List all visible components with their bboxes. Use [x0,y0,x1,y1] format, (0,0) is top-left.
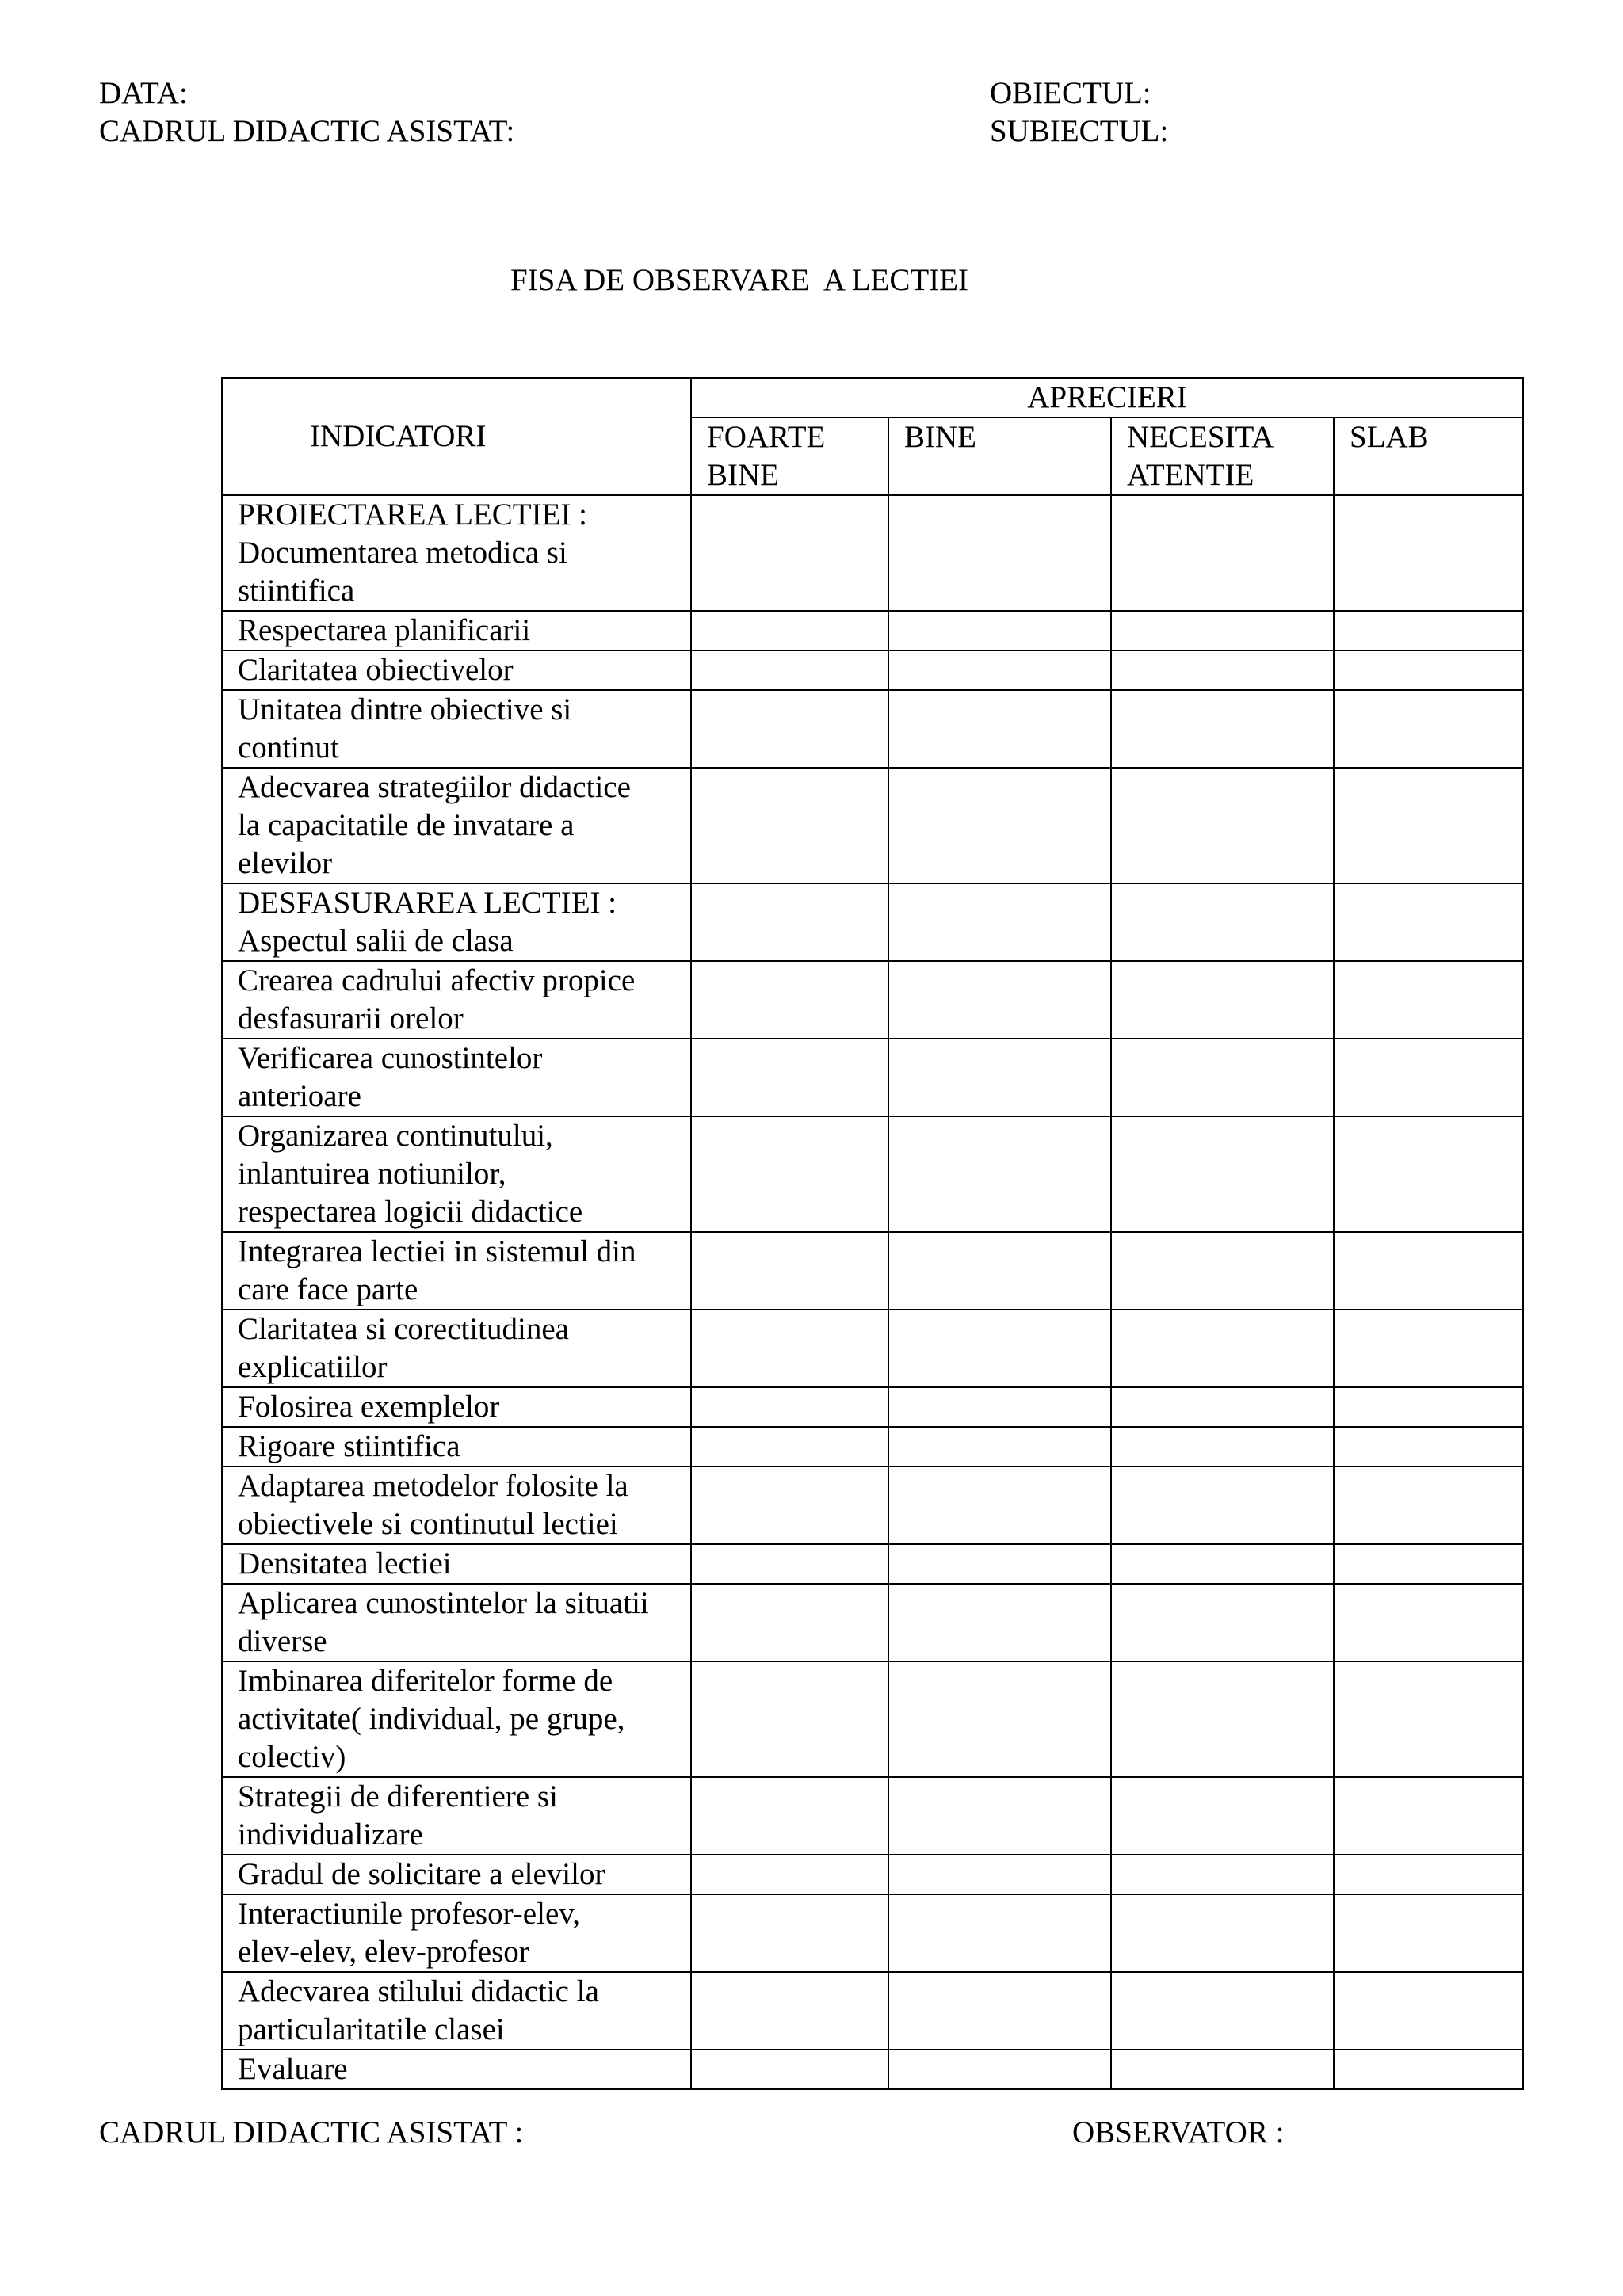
rating-cell-slab[interactable] [1334,1466,1523,1544]
rating-cell-foarte-bine[interactable] [691,1544,888,1584]
column-bine: BINE [888,418,1111,495]
observation-table [221,377,1524,2090]
obiectul-label: OBIECTUL: [990,76,1151,110]
rating-cell-necesita-atentie[interactable] [1111,883,1334,961]
rating-cell-necesita-atentie[interactable] [1111,1855,1334,1894]
rating-cell-bine[interactable] [888,1544,1111,1584]
column-necesita-atentie: NECESITA ATENTIE [1111,418,1334,495]
rating-cell-bine[interactable] [888,2050,1111,2089]
rating-cell-foarte-bine[interactable] [691,768,888,883]
rating-cell-necesita-atentie[interactable] [1111,1661,1334,1777]
table-row [222,1544,1523,1584]
rating-cell-foarte-bine[interactable] [691,1972,888,2050]
rating-cell-bine[interactable] [888,1972,1111,2050]
indicator-cell: PROIECTAREA LECTIEI : Documentarea metodica si stiintifica [222,495,691,611]
rating-cell-necesita-atentie[interactable] [1111,768,1334,883]
rating-cell-bine[interactable] [888,650,1111,690]
indicator-cell: Interactiunile profesor-elev, elev-elev, elev-profesor [222,1894,691,1972]
table-row [222,1232,1523,1310]
rating-cell-slab[interactable] [1334,1972,1523,2050]
indicator-cell: Strategii de diferentiere si individualizare [222,1777,691,1855]
rating-cell-foarte-bine[interactable] [691,883,888,961]
indicator-cell: Unitatea dintre obiective si continut [222,690,691,768]
rating-cell-bine[interactable] [888,883,1111,961]
rating-cell-foarte-bine[interactable] [691,2050,888,2089]
rating-cell-necesita-atentie[interactable] [1111,961,1334,1039]
rating-cell-foarte-bine[interactable] [691,1894,888,1972]
rating-cell-foarte-bine[interactable] [691,1387,888,1427]
rating-cell-bine[interactable] [888,1777,1111,1855]
rating-cell-foarte-bine[interactable] [691,690,888,768]
indicatori-header: INDICATORI [222,378,691,495]
rating-cell-bine[interactable] [888,961,1111,1039]
indicator-cell: Imbinarea diferitelor forme de activitate( individual, pe grupe, colectiv) [222,1661,691,1777]
rating-cell-slab[interactable] [1334,1427,1523,1466]
rating-cell-necesita-atentie[interactable] [1111,1584,1334,1661]
indicator-cell: Organizarea continutului, inlantuirea notiunilor, respectarea logicii didactice [222,1116,691,1232]
table-row [222,2050,1523,2089]
indicator-cell: Gradul de solicitare a elevilor [222,1855,691,1894]
rating-cell-slab[interactable] [1334,883,1523,961]
rating-cell-necesita-atentie[interactable] [1111,1310,1334,1387]
rating-cell-necesita-atentie[interactable] [1111,1039,1334,1116]
table-row [222,1661,1523,1777]
rating-cell-necesita-atentie[interactable] [1111,1232,1334,1310]
indicator-cell: DESFASURAREA LECTIEI : Aspectul salii de clasa [222,883,691,961]
table-row [222,1972,1523,2050]
indicator-cell: Crearea cadrului afectiv propice desfasurarii orelor [222,961,691,1039]
rating-cell-slab[interactable] [1334,650,1523,690]
rating-cell-slab[interactable] [1334,961,1523,1039]
rating-cell-foarte-bine[interactable] [691,650,888,690]
indicator-cell: Adecvarea strategiilor didactice la capacitatile de invatare a elevilor [222,768,691,883]
table-row [222,1116,1523,1232]
rating-cell-bine[interactable] [888,1310,1111,1387]
rating-cell-necesita-atentie[interactable] [1111,1777,1334,1855]
rating-cell-foarte-bine[interactable] [691,1039,888,1116]
rating-cell-foarte-bine[interactable] [691,1777,888,1855]
table-row [222,1466,1523,1544]
table-header-row [222,378,1523,418]
rating-cell-bine[interactable] [888,1584,1111,1661]
indicator-cell: Evaluare [222,2050,691,2089]
footer-cadrul-didactic-label: CADRUL DIDACTIC ASISTAT : [99,2115,524,2149]
column-slab: SLAB [1334,418,1523,495]
table-row [222,611,1523,650]
indicator-cell: Verificarea cunostintelor anterioare [222,1039,691,1116]
rating-cell-bine[interactable] [888,1387,1111,1427]
table-row [222,495,1523,611]
indicator-cell: Folosirea exemplelor [222,1387,691,1427]
table-row [222,1584,1523,1661]
indicator-cell: Densitatea lectiei [222,1544,691,1584]
rating-cell-slab[interactable] [1334,1661,1523,1777]
rating-cell-slab[interactable] [1334,1116,1523,1232]
rating-cell-bine[interactable] [888,611,1111,650]
rating-cell-slab[interactable] [1334,768,1523,883]
table-row [222,1427,1523,1466]
rating-cell-foarte-bine[interactable] [691,1427,888,1466]
rating-cell-necesita-atentie[interactable] [1111,1544,1334,1584]
rating-cell-bine[interactable] [888,1232,1111,1310]
rating-cell-foarte-bine[interactable] [691,1466,888,1544]
rating-cell-foarte-bine[interactable] [691,1232,888,1310]
table-row [222,1310,1523,1387]
rating-cell-foarte-bine[interactable] [691,611,888,650]
rating-cell-necesita-atentie[interactable] [1111,690,1334,768]
rating-cell-necesita-atentie[interactable] [1111,1466,1334,1544]
rating-cell-necesita-atentie[interactable] [1111,495,1334,611]
rating-cell-necesita-atentie[interactable] [1111,1116,1334,1232]
rating-cell-foarte-bine[interactable] [691,1310,888,1387]
rating-cell-foarte-bine[interactable] [691,1661,888,1777]
rating-cell-slab[interactable] [1334,495,1523,611]
rating-cell-slab[interactable] [1334,1544,1523,1584]
rating-cell-foarte-bine[interactable] [691,1584,888,1661]
indicator-cell: Claritatea obiectivelor [222,650,691,690]
table-row [222,650,1523,690]
table-row [222,1855,1523,1894]
rating-cell-foarte-bine[interactable] [691,961,888,1039]
data-label: DATA: [99,76,188,110]
indicator-cell: Aplicarea cunostintelor la situatii diverse [222,1584,691,1661]
subiectul-label: SUBIECTUL: [990,114,1169,148]
rating-cell-foarte-bine[interactable] [691,495,888,611]
rating-cell-slab[interactable] [1334,690,1523,768]
rating-cell-foarte-bine[interactable] [691,1855,888,1894]
indicator-cell: Claritatea si corectitudinea explicatiilor [222,1310,691,1387]
rating-cell-bine[interactable] [888,1116,1111,1232]
table-row [222,690,1523,768]
rating-cell-slab[interactable] [1334,1310,1523,1387]
rating-cell-slab[interactable] [1334,1777,1523,1855]
rating-cell-necesita-atentie[interactable] [1111,1427,1334,1466]
rating-cell-bine[interactable] [888,1894,1111,1972]
footer-observator-label: OBSERVATOR : [1072,2115,1285,2149]
page-title: FISA DE OBSERVARE A LECTIEI [510,263,968,297]
rating-cell-necesita-atentie[interactable] [1111,1972,1334,2050]
rating-cell-slab[interactable] [1334,1232,1523,1310]
rating-cell-necesita-atentie[interactable] [1111,611,1334,650]
column-foarte-bine: FOARTE BINE [691,418,888,495]
indicator-cell: Adaptarea metodelor folosite la obiectivele si continutul lectiei [222,1466,691,1544]
table-row [222,1894,1523,1972]
table-row [222,768,1523,883]
table-row [222,961,1523,1039]
rating-cell-slab[interactable] [1334,1894,1523,1972]
rating-cell-necesita-atentie[interactable] [1111,650,1334,690]
table-row [222,883,1523,961]
rating-cell-foarte-bine[interactable] [691,1116,888,1232]
rating-cell-bine[interactable] [888,690,1111,768]
indicator-cell: Rigoare stiintifica [222,1427,691,1466]
rating-cell-slab[interactable] [1334,611,1523,650]
rating-cell-slab[interactable] [1334,1855,1523,1894]
indicator-cell: Integrarea lectiei in sistemul din care face parte [222,1232,691,1310]
indicator-cell: Respectarea planificarii [222,611,691,650]
rating-cell-slab[interactable] [1334,2050,1523,2089]
rating-cell-bine[interactable] [888,1466,1111,1544]
rating-cell-necesita-atentie[interactable] [1111,1387,1334,1427]
rating-cell-necesita-atentie[interactable] [1111,2050,1334,2089]
rating-cell-slab[interactable] [1334,1387,1523,1427]
indicator-cell: Adecvarea stilului didactic la particularitatile clasei [222,1972,691,2050]
table-row [222,1039,1523,1116]
table-row [222,1387,1523,1427]
rating-cell-bine[interactable] [888,1039,1111,1116]
rating-cell-bine[interactable] [888,1855,1111,1894]
table-row [222,1777,1523,1855]
rating-cell-slab[interactable] [1334,1039,1523,1116]
rating-cell-slab[interactable] [1334,1584,1523,1661]
cadrul-didactic-label: CADRUL DIDACTIC ASISTAT: [99,114,515,148]
rating-cell-bine[interactable] [888,495,1111,611]
rating-cell-bine[interactable] [888,1427,1111,1466]
aprecieri-header: APRECIERI [691,378,1523,418]
rating-cell-necesita-atentie[interactable] [1111,1894,1334,1972]
rating-cell-bine[interactable] [888,768,1111,883]
rating-cell-bine[interactable] [888,1661,1111,1777]
